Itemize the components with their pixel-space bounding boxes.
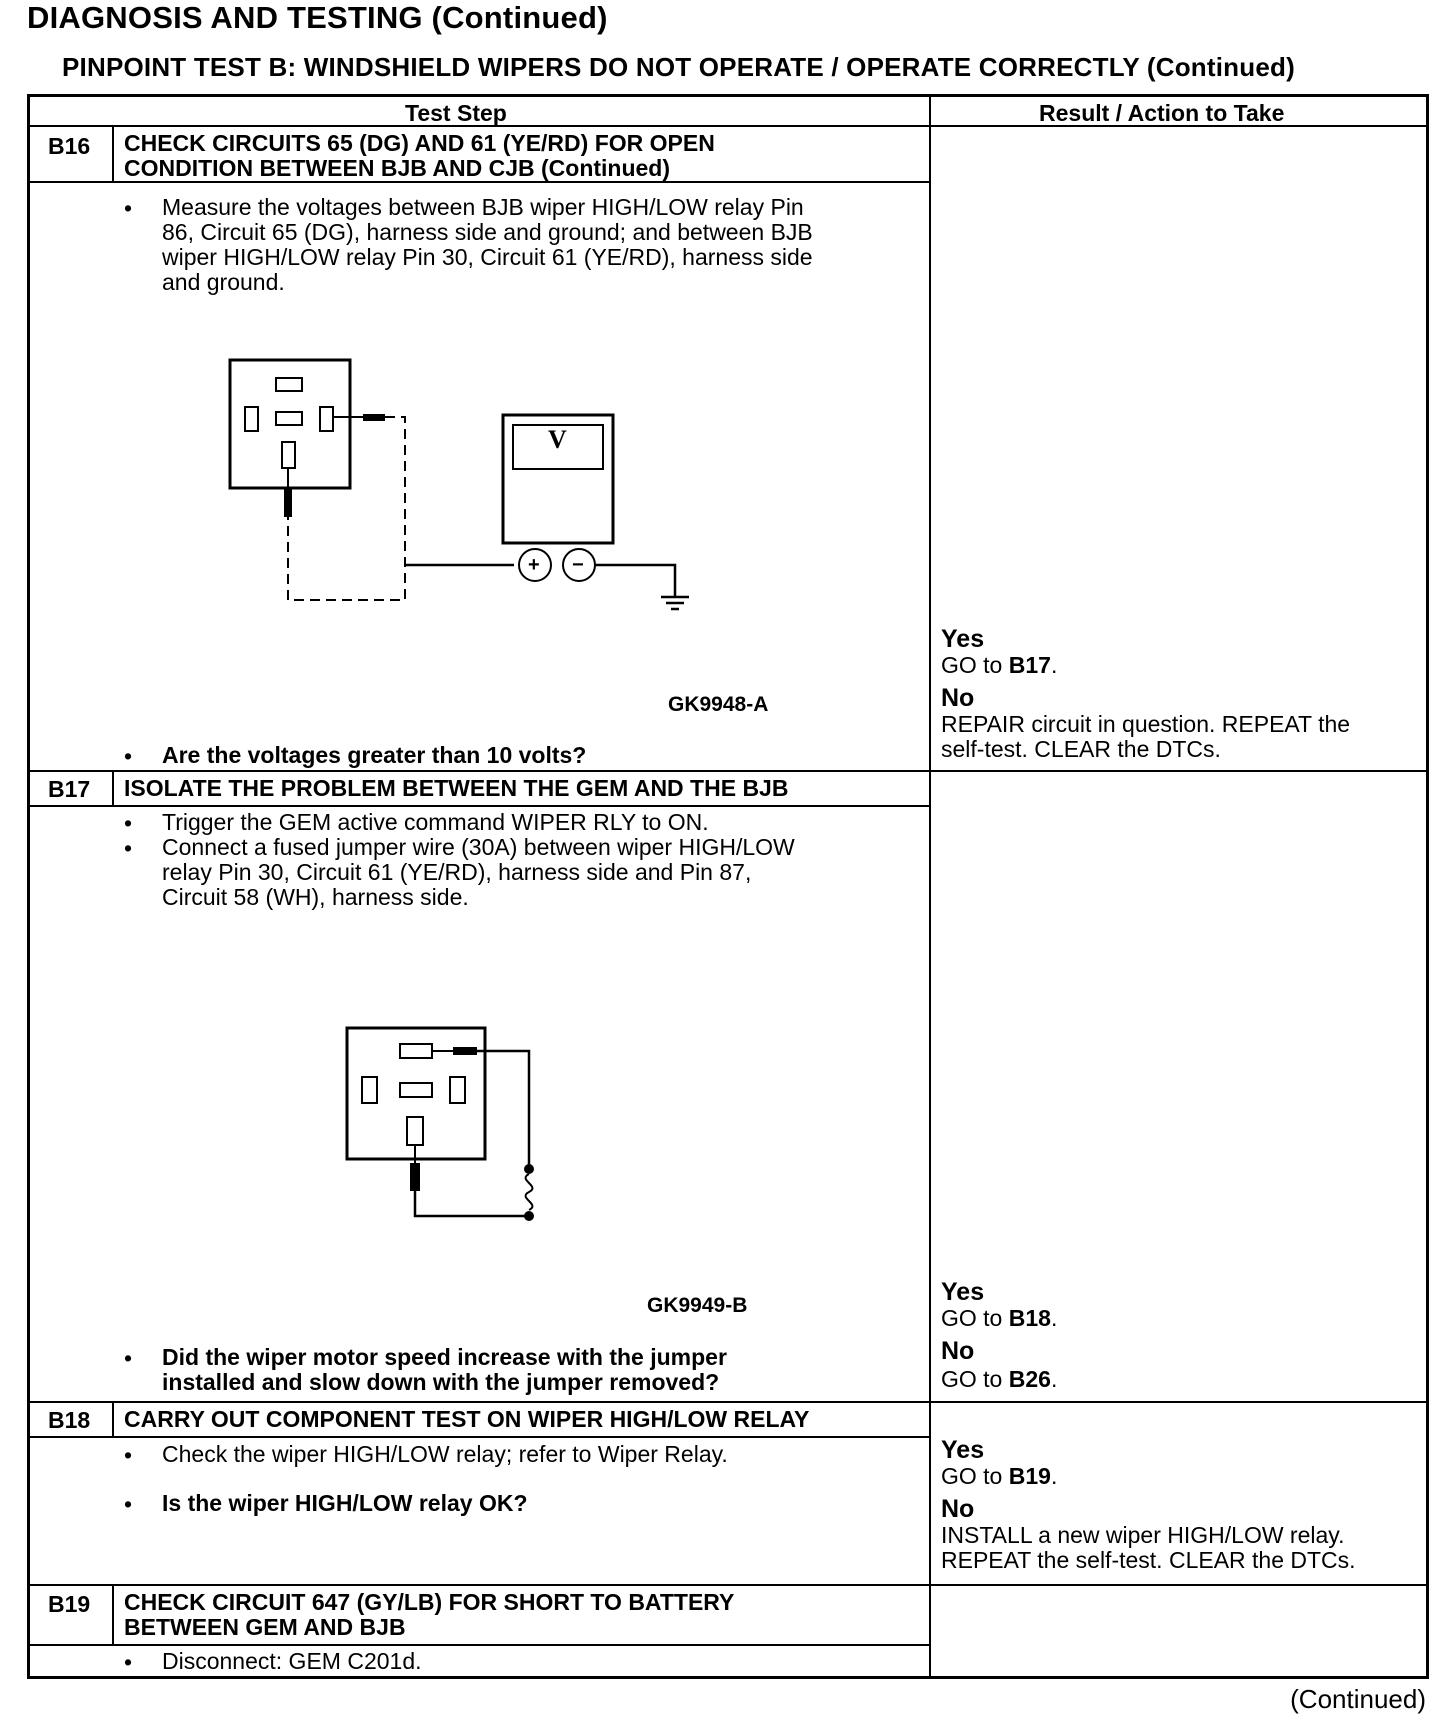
pinpoint-test-table bbox=[27, 94, 1429, 1679]
b19-instruction: Disconnect: GEM C201d. bbox=[162, 1648, 422, 1674]
header-test-step: Test Step bbox=[405, 100, 507, 126]
probe-tip-top bbox=[453, 1047, 477, 1055]
step-id-divider-b18 bbox=[112, 1403, 114, 1436]
step-title-b16: CHECK CIRCUITS 65 (DG) AND 61 (YE/RD) FOR OPEN CONDITION BETWEEN BJB AND CJB (Continued) bbox=[124, 130, 715, 181]
pinpoint-test-title: PINPOINT TEST B: WINDSHIELD WIPERS DO NOT OPERATE / OPERATE CORRECTLY (Continued) bbox=[62, 52, 1295, 82]
b18-instruction: Check the wiper HIGH/LOW relay; refer to Wiper Relay. bbox=[162, 1441, 728, 1467]
relay-pin-center bbox=[400, 1083, 432, 1097]
bullet: • bbox=[124, 1442, 133, 1468]
bullet: • bbox=[124, 743, 133, 769]
step-id-divider-b19 bbox=[112, 1586, 114, 1644]
relay-pin-bottom bbox=[407, 1117, 423, 1145]
bullet: • bbox=[124, 1491, 133, 1517]
link-b19[interactable]: B19 bbox=[1008, 1463, 1051, 1489]
b18-question: Is the wiper HIGH/LOW relay OK? bbox=[162, 1490, 528, 1516]
b16-no-action: REPAIR circuit in question. REPEAT the self-test. CLEAR the DTCs. bbox=[941, 711, 1351, 762]
voltmeter-symbol: V bbox=[548, 425, 567, 454]
b17-yes-action: GO to B18. bbox=[941, 1305, 1058, 1331]
minus-symbol: − bbox=[572, 554, 584, 576]
step-id-b19: B19 bbox=[48, 1591, 91, 1617]
b16-yes-action: GO to B17. bbox=[941, 652, 1058, 678]
column-divider bbox=[929, 97, 931, 1677]
b18-yes-label: Yes bbox=[941, 1436, 985, 1464]
step-id-b16: B16 bbox=[48, 133, 91, 159]
row-rule-b19 bbox=[30, 1584, 1426, 1586]
header-result: Result / Action to Take bbox=[1039, 100, 1285, 126]
b16-question: Are the voltages greater than 10 volts? bbox=[162, 742, 587, 768]
bullet: • bbox=[124, 1649, 133, 1675]
title-rule-b19 bbox=[30, 1644, 929, 1646]
b18-yes-action: GO to B19. bbox=[941, 1463, 1058, 1489]
step-title-b19: CHECK CIRCUIT 647 (GY/LB) FOR SHORT TO BATTERY BETWEEN GEM AND BJB bbox=[124, 1589, 735, 1640]
row-rule-b18 bbox=[30, 1401, 1426, 1403]
step-id-b18: B18 bbox=[48, 1407, 91, 1433]
step-id-b17: B17 bbox=[48, 776, 91, 802]
relay-pin-left bbox=[362, 1077, 377, 1103]
jumper-relay-diagram bbox=[30, 97, 929, 1401]
b17-instruction-1: Trigger the GEM active command WIPER RLY to ON. bbox=[162, 809, 709, 835]
bullet: • bbox=[124, 195, 133, 221]
figure-label-b16: GK9948-A bbox=[668, 693, 769, 716]
link-b18[interactable]: B18 bbox=[1008, 1305, 1051, 1331]
page-title: DIAGNOSIS AND TESTING (Continued) bbox=[27, 0, 608, 35]
link-b17[interactable]: B17 bbox=[1008, 652, 1051, 678]
bullet: • bbox=[124, 810, 133, 836]
b18-no-action: INSTALL a new wiper HIGH/LOW relay. REPEAT the self-test. CLEAR the DTCs. bbox=[941, 1522, 1356, 1573]
plus-symbol: + bbox=[528, 554, 540, 576]
bullet: • bbox=[124, 1345, 133, 1371]
figure-label-b17: GK9949-B bbox=[647, 1294, 748, 1317]
b17-yes-label: Yes bbox=[941, 1278, 985, 1306]
b17-question: Did the wiper motor speed increase with the jumper installed and slow down with the jumper removed? bbox=[162, 1344, 727, 1395]
relay-pin-right bbox=[450, 1077, 465, 1103]
fuse-symbol bbox=[526, 1174, 533, 1210]
link-b26[interactable]: B26 bbox=[1008, 1366, 1051, 1392]
b17-no-action: GO to B26. bbox=[941, 1366, 1058, 1392]
b18-no-label: No bbox=[941, 1495, 975, 1523]
step-title-b17: ISOLATE THE PROBLEM BETWEEN THE GEM AND THE BJB bbox=[124, 775, 789, 801]
continued-footer: (Continued) bbox=[1290, 1684, 1426, 1714]
b17-instruction-2: Connect a fused jumper wire (30A) between wiper HIGH/LOW relay Pin 30, Circuit 61 (YE/RD), harness side and Pin 87, Circuit 58 (WH), harness side. bbox=[162, 834, 795, 910]
b16-yes-label: Yes bbox=[941, 625, 985, 653]
bullet: • bbox=[124, 835, 133, 861]
b16-no-label: No bbox=[941, 684, 975, 712]
b17-no-label: No bbox=[941, 1337, 975, 1365]
title-rule-b18 bbox=[30, 1436, 929, 1438]
step-title-b18: CARRY OUT COMPONENT TEST ON WIPER HIGH/LOW RELAY bbox=[124, 1406, 810, 1432]
relay-pin-top bbox=[400, 1044, 432, 1058]
probe-tip-bottom bbox=[410, 1163, 420, 1191]
b16-instruction: Measure the voltages between BJB wiper HIGH/LOW relay Pin 86, Circuit 65 (DG), harness side and ground; and between BJB wiper HIGH/LOW relay Pin 30, Circuit 61 (YE/RD), harness side and ground. bbox=[162, 194, 813, 295]
